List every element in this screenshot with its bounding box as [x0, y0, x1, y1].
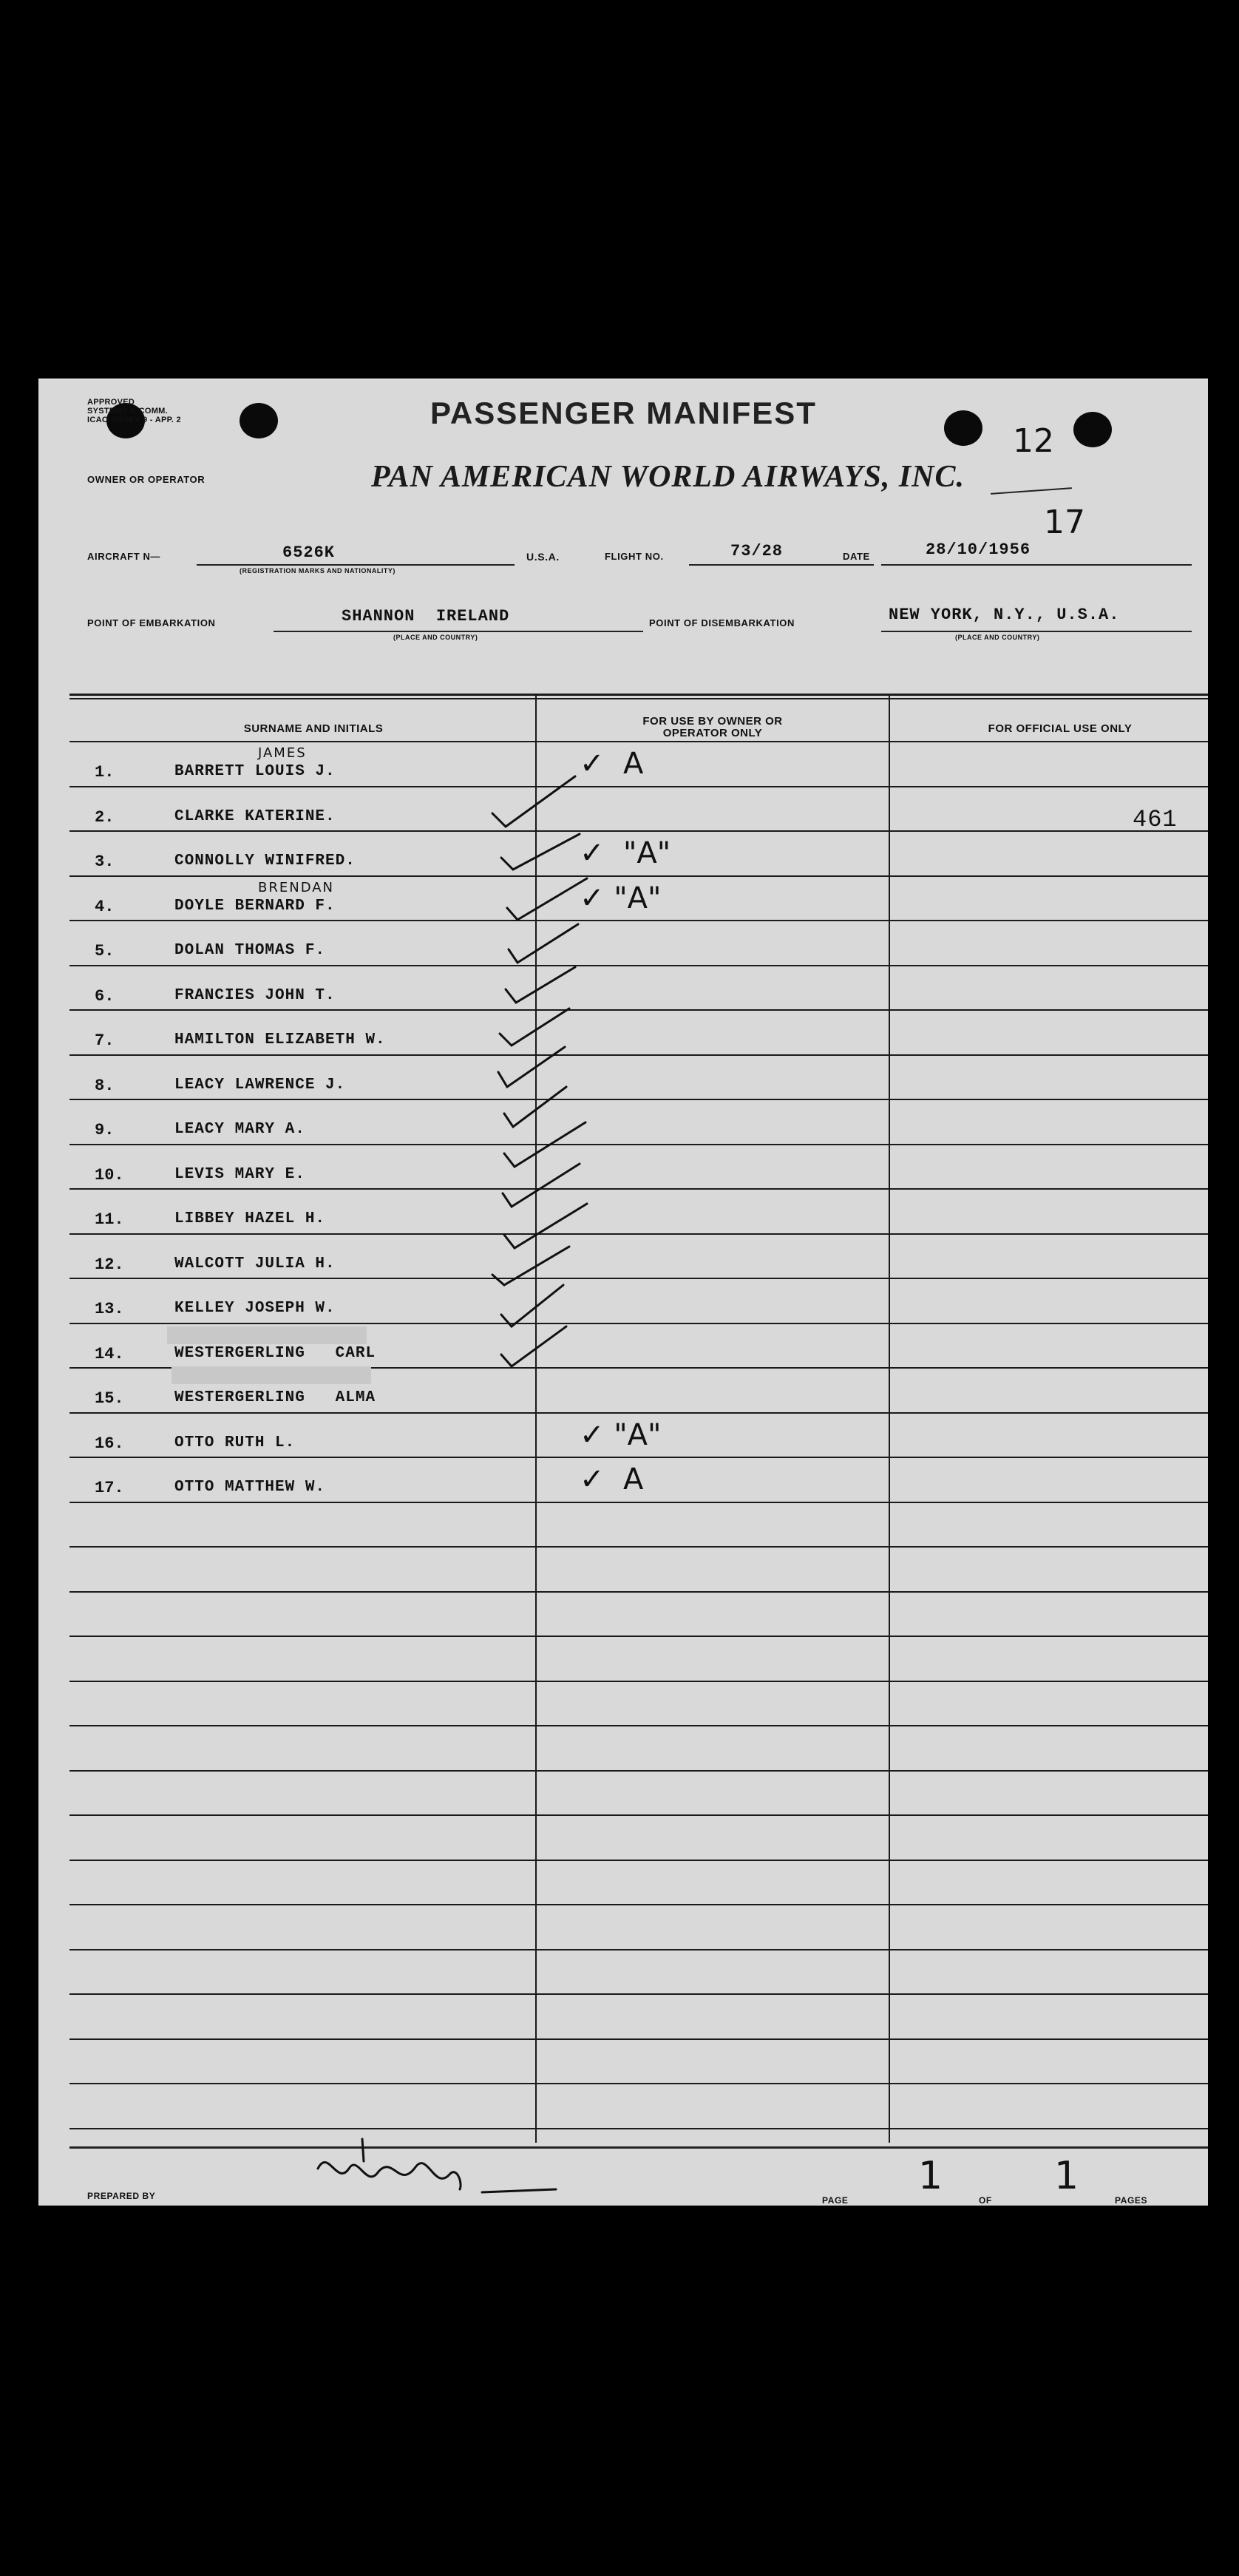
row-number: 16.: [95, 1434, 124, 1453]
passenger-name: LEACY MARY A.: [174, 1121, 305, 1138]
owner-use-mark: ✓ "A": [580, 1417, 662, 1452]
of-value: 1: [1054, 2154, 1079, 2198]
official-number: 461: [1133, 806, 1178, 833]
passenger-name: WALCOTT JULIA H.: [174, 1255, 336, 1272]
pages-label: PAGES: [1115, 2195, 1148, 2206]
embark-value: SHANNON IRELAND: [342, 607, 510, 626]
owner-use-mark: ✓ A: [580, 747, 644, 781]
handwritten-count-bottom: 17: [1044, 504, 1085, 541]
prepared-label: PREPARED BY: [87, 2191, 156, 2201]
passenger-name: LEVIS MARY E.: [174, 1165, 305, 1183]
owner-use-mark: ✓ A: [580, 1462, 644, 1497]
passenger-name: WESTERGERLING ALMA: [174, 1389, 376, 1406]
passenger-name: OTTO RUTH L.: [174, 1434, 296, 1451]
passenger-name: DOYLE BERNARD F.: [174, 897, 336, 915]
col-header-surname: SURNAME AND INITIALS: [243, 722, 384, 735]
passenger-name: OTTO MATTHEW W.: [174, 1479, 326, 1496]
col-header-owner: FOR USE BY OWNER OR OPERATOR ONLY: [642, 715, 783, 739]
approval-line: SYSTEMS & COMM.: [87, 407, 169, 416]
flight-value: 73/28: [730, 542, 784, 560]
row-number: 3.: [95, 853, 115, 871]
aircraft-nationality: U.S.A.: [526, 551, 560, 563]
row-number: 9.: [95, 1121, 115, 1139]
owner-use-mark: ✓ "A": [580, 881, 662, 915]
row-number: 6.: [95, 986, 115, 1006]
row-number: 15.: [95, 1389, 124, 1408]
embark-label: POINT OF EMBARKATION: [87, 617, 216, 628]
row-number: 14.: [95, 1344, 124, 1363]
signature-icon: [38, 379, 1208, 2206]
passenger-name: WESTERGERLING CARL: [174, 1344, 376, 1362]
row-number: 10.: [95, 1165, 124, 1184]
passenger-name: CONNOLLY WINIFRED.: [174, 853, 356, 870]
passenger-name: HAMILTON ELIZABETH W.: [174, 1031, 386, 1048]
embark-sub: (PLACE AND COUNTRY): [393, 634, 478, 641]
page-label: PAGE: [822, 2195, 849, 2206]
passenger-name: KELLEY JOSEPH W.: [174, 1300, 336, 1317]
owner-use-mark: ✓ "A": [580, 836, 671, 870]
row-number: 12.: [95, 1255, 124, 1274]
handwritten-correction: JAMES: [258, 745, 307, 761]
aircraft-label: AIRCRAFT N—: [87, 551, 161, 562]
disembark-label: POINT OF DISEMBARKATION: [649, 617, 795, 628]
row-number: 5.: [95, 942, 115, 960]
aircraft-sub: (REGISTRATION MARKS AND NATIONALITY): [240, 567, 396, 574]
manifest-sheet: [38, 379, 1208, 2206]
handwritten-count-top: 12: [1013, 422, 1054, 460]
operator-name: PAN AMERICAN WORLD AIRWAYS, INC.: [371, 460, 965, 494]
date-value: 28/10/1956: [926, 540, 1031, 559]
passenger-name: LEACY LAWRENCE J.: [174, 1076, 346, 1094]
disembark-sub: (PLACE AND COUNTRY): [955, 634, 1040, 641]
owner-label: OWNER OR OPERATOR: [87, 474, 206, 485]
row-number: 4.: [95, 897, 115, 916]
row-number: 11.: [95, 1210, 124, 1229]
row-number: 8.: [95, 1076, 115, 1095]
passenger-name: CLARKE KATERINE.: [174, 807, 336, 825]
passenger-name: BARRETT LOUIS J.: [174, 763, 336, 780]
approval-line: APPROVED: [87, 398, 135, 407]
row-number: 7.: [95, 1031, 115, 1050]
col-header-official: FOR OFFICIAL USE ONLY: [988, 722, 1133, 735]
of-label: OF: [979, 2195, 992, 2206]
date-label: DATE: [843, 551, 870, 562]
row-number: 13.: [95, 1300, 124, 1318]
row-number: 17.: [95, 1479, 124, 1497]
passenger-name: FRANCIES JOHN T.: [174, 986, 336, 1004]
passenger-name: LIBBEY HAZEL H.: [174, 1210, 326, 1227]
passenger-name: DOLAN THOMAS F.: [174, 942, 326, 959]
row-number: 1.: [95, 763, 115, 782]
row-number: 2.: [95, 807, 115, 827]
approval-line: ICAO ANNEX 9 - APP. 2: [87, 416, 181, 424]
aircraft-value: 6526K: [282, 543, 336, 562]
handwritten-correction: BRENDAN: [258, 879, 335, 895]
disembark-value: NEW YORK, N.Y., U.S.A.: [889, 606, 1120, 624]
page-value: 1: [918, 2154, 943, 2198]
page-title: PASSENGER MANIFEST: [430, 396, 817, 430]
flight-label: FLIGHT NO.: [605, 551, 664, 562]
